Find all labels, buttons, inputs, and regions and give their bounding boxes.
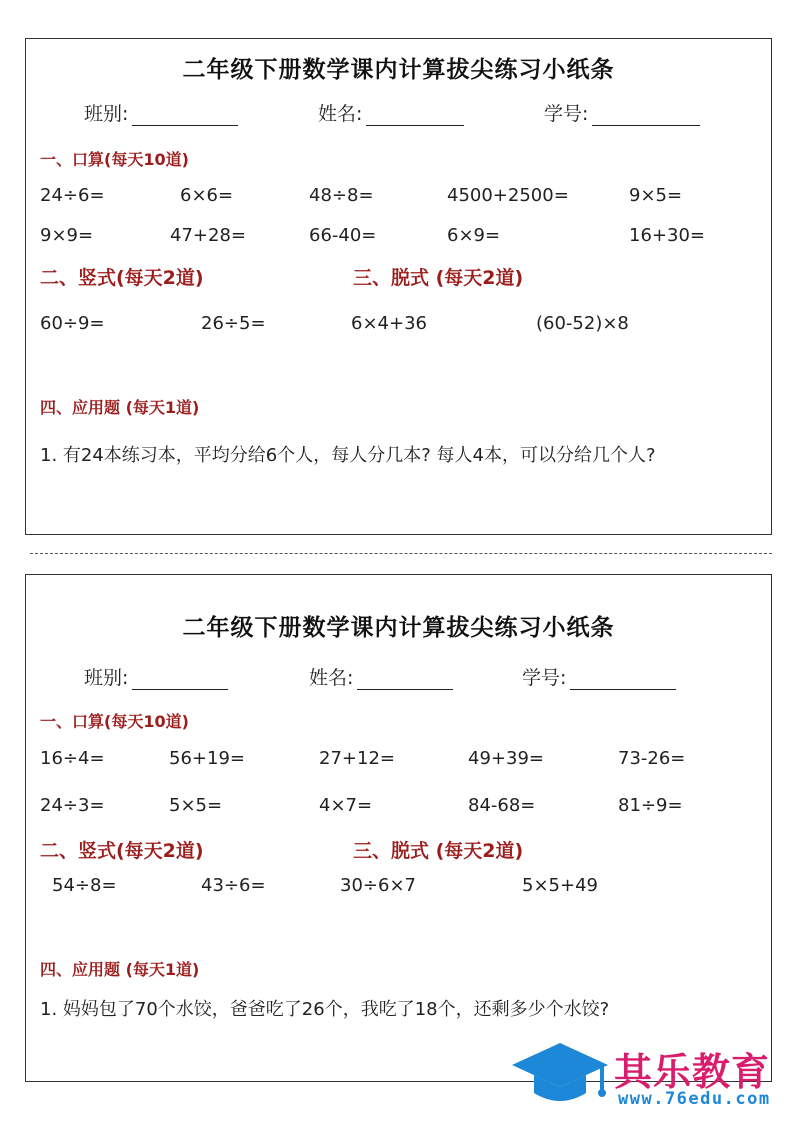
oral-question: 4×7=	[319, 795, 373, 816]
practice-sheet-1	[25, 38, 772, 535]
written-question: 6×4+36	[351, 313, 427, 334]
word-problem: 1. 妈妈包了70个水饺，爸爸吃了26个，我吃了18个，还剩多少个水饺?	[40, 999, 610, 1020]
class-blank[interactable]	[132, 688, 228, 690]
oral-question: 4500+2500=	[447, 185, 569, 206]
section-vertical-heading: 二、竖式(每天2道)	[40, 267, 204, 289]
oral-question: 24÷3=	[40, 795, 105, 816]
written-question: 60÷9=	[40, 313, 105, 334]
section-oral-heading: 一、口算(每天10道)	[40, 150, 189, 169]
oral-question: 6×9=	[447, 225, 501, 246]
written-question: 54÷8=	[52, 875, 117, 896]
section-stepwise-heading: 三、脱式 (每天2道)	[353, 840, 524, 862]
written-question: 30÷6×7	[340, 875, 416, 896]
student-id-field	[544, 99, 700, 126]
oral-question: 5×5=	[169, 795, 223, 816]
section-word-problem-heading: 四、应用题 (每天1道)	[40, 960, 200, 979]
oral-question: 16÷4=	[40, 748, 105, 769]
class-field	[84, 99, 238, 126]
student-id-field	[522, 663, 676, 690]
oral-question: 84-68=	[468, 795, 536, 816]
written-question: 43÷6=	[201, 875, 266, 896]
name-field	[318, 99, 464, 126]
brand-name: 其乐教育	[614, 1050, 771, 1094]
oral-question: 47+28=	[170, 225, 246, 246]
practice-sheet-2	[25, 574, 772, 1082]
student-id-blank[interactable]	[570, 688, 676, 690]
name-label: 姓名:	[318, 103, 363, 125]
student-id-blank[interactable]	[592, 124, 700, 126]
class-label: 班别:	[84, 667, 129, 689]
oral-question: 9×5=	[629, 185, 683, 206]
sheet-title: 二年级下册数学课内计算拔尖练习小纸条	[182, 57, 615, 83]
name-blank[interactable]	[366, 124, 464, 126]
class-field	[84, 663, 228, 690]
section-vertical-heading: 二、竖式(每天2道)	[40, 840, 204, 862]
graduation-cap-icon	[510, 1035, 610, 1115]
oral-question: 27+12=	[319, 748, 395, 769]
oral-question: 6×6=	[180, 185, 234, 206]
name-blank[interactable]	[357, 688, 453, 690]
oral-question: 81÷9=	[618, 795, 683, 816]
class-blank[interactable]	[132, 124, 238, 126]
oral-question: 48÷8=	[309, 185, 374, 206]
written-question: 26÷5=	[201, 313, 266, 334]
section-word-problem-heading: 四、应用题 (每天1道)	[40, 398, 200, 417]
brand-url[interactable]: www.76edu.com	[618, 1089, 771, 1109]
name-field	[309, 663, 453, 690]
brand-watermark	[510, 1035, 790, 1115]
oral-question: 24÷6=	[40, 185, 105, 206]
student-id-label: 学号:	[544, 103, 589, 125]
cut-line	[30, 553, 772, 554]
oral-question: 66-40=	[309, 225, 377, 246]
section-oral-heading: 一、口算(每天10道)	[40, 712, 189, 731]
oral-question: 73-26=	[618, 748, 686, 769]
sheet-title: 二年级下册数学课内计算拔尖练习小纸条	[182, 615, 615, 641]
student-id-label: 学号:	[522, 667, 567, 689]
word-problem: 1. 有24本练习本，平均分给6个人，每人分几本? 每人4本，可以分给几个人?	[40, 445, 656, 466]
oral-question: 56+19=	[169, 748, 245, 769]
oral-question: 16+30=	[629, 225, 705, 246]
written-question: (60-52)×8	[536, 313, 629, 334]
class-label: 班别:	[84, 103, 129, 125]
name-label: 姓名:	[309, 667, 354, 689]
oral-question: 9×9=	[40, 225, 94, 246]
section-stepwise-heading: 三、脱式 (每天2道)	[353, 267, 524, 289]
oral-question: 49+39=	[468, 748, 544, 769]
written-question: 5×5+49	[522, 875, 598, 896]
